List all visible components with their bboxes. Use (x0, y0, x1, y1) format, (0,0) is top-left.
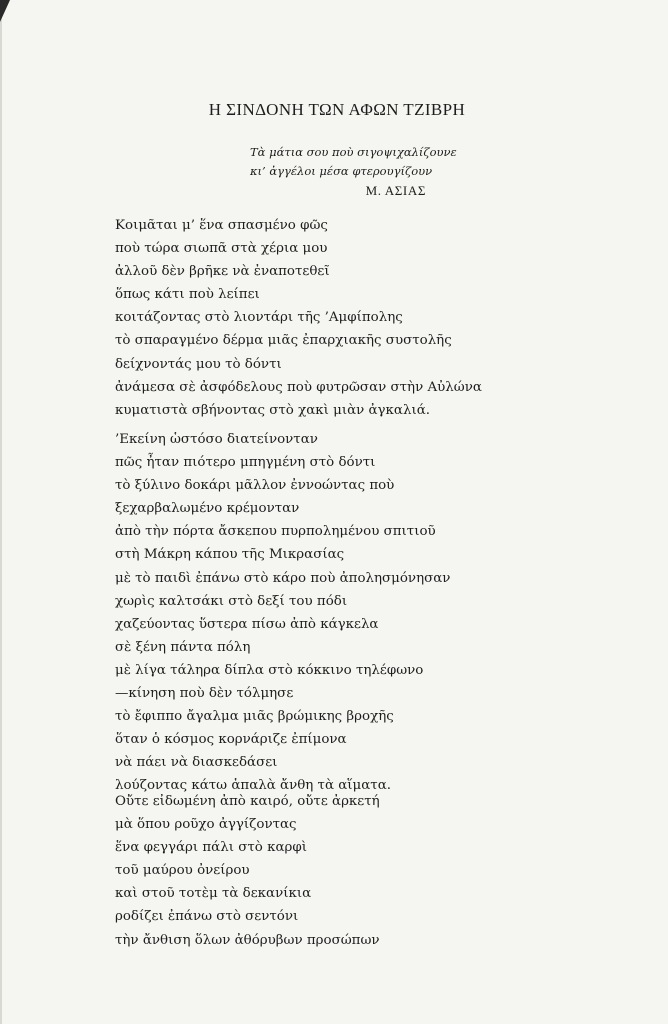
stanza-3 (115, 790, 380, 952)
verse-line: ὅπως κάτι ποὺ λείπει (115, 287, 260, 303)
verse-line: λούζοντας κάτω ἁπαλὰ ἄνθη τὰ αἵματα. (115, 778, 391, 794)
verse-line: ἀνάμεσα σὲ ἀσφόδελους ποὺ φυτρῶσαν στὴν Αὐλώνα (115, 379, 482, 395)
verse-line: τὴν ἄνθιση ὅλων ἀθόρυβων προσώπων (115, 932, 380, 948)
verse-line: ’Εκείνη ὡστόσο διατείνονταν (115, 432, 318, 447)
epigraph-author: Μ. ΑΣΙΑΣ (365, 183, 426, 198)
stanza-2 (115, 428, 450, 798)
epigraph (250, 143, 457, 181)
verse-line: χαζεύοντας ὕστερα πίσω ἀπὸ κάγκελα (115, 616, 379, 632)
epigraph-line: Τὰ μάτια σου ποὺ σιγοψιχαλίζουνε (250, 145, 457, 159)
verse-line: σὲ ξένη πάντα πόλη (115, 639, 251, 655)
verse-line: νὰ πάει νὰ διασκεδάσει (115, 755, 278, 771)
verse-line: μὲ λίγα τάληρα δίπλα στὸ κόκκινο τηλέφωνο (115, 662, 424, 678)
verse-line: τὸ ἔφιππο ἄγαλμα μιᾶς βρώμικης βροχῆς (115, 709, 394, 725)
verse-line: κυματιστὰ σβήνοντας στὸ χακὶ μιὰν ἀγκαλιά. (115, 402, 431, 418)
verse-line: ἀπὸ τὴν πόρτα ἄσκεπου πυρπολημένου σπιτιοῦ (115, 524, 436, 540)
verse-line: στὴ Μάκρη κάπου τῆς Μικρασίας (115, 547, 345, 563)
verse-line: Κοιμᾶται μ’ ἕνα σπασμένο φῶς (115, 218, 328, 233)
verse-line: ροδίζει ἐπάνω στὸ σεντόνι (115, 909, 299, 925)
verse-line: μὰ ὅπου ροῦχο ἀγγίζοντας (115, 817, 297, 833)
verse-line: ὅταν ὁ κόσμος κορνάριζε ἐπίμονα (115, 732, 347, 748)
epigraph-line: κι’ ἀγγέλοι μέσα φτερουγίζουν (250, 164, 433, 178)
verse-line: πῶς ἦταν πιότερο μπηγμένη στὸ δόντι (115, 455, 376, 471)
verse-line: —κίνηση ποὺ δὲν τόλμησε (115, 686, 294, 702)
verse-line: τὸ σπαραγμένο δέρμα μιᾶς ἐπαρχιακῆς συστολῆς (115, 333, 452, 349)
verse-line: Οὔτε εἰδωμένη ἀπὸ καιρό, οὔτε ἀρκετή (115, 794, 380, 809)
verse-line: δείχνοντάς μου τὸ δόντι (115, 356, 282, 372)
verse-line: τὸ ξύλινο δοκάρι μᾶλλον ἐννοώντας ποὺ (115, 478, 395, 494)
verse-line: χωρὶς καλτσάκι στὸ δεξί του πόδι (115, 593, 348, 609)
verse-line: μὲ τὸ παιδὶ ἐπάνω στὸ κάρο ποὺ ἀπολησμόνησαν (115, 570, 451, 586)
verse-line: ἀλλοῦ δὲν βρῆκε νὰ ἐναποτεθεῖ (115, 264, 330, 280)
poem-title: Η ΣΙΝΔΟΝΗ ΤΩΝ ΑΦΩΝ ΤΖΙΒΡΗ (208, 100, 466, 119)
verse-line: τοῦ μαύρου ὀνείρου (115, 863, 250, 879)
verse-line: ποὺ τώρα σιωπᾶ στὰ χέρια μου (115, 241, 328, 257)
verse-line: ἕνα φεγγάρι πάλι στὸ καρφὶ (115, 840, 307, 856)
stanza-1 (115, 214, 482, 422)
verse-line: καὶ στοῦ τοτὲμ τὰ δεκανίκια (115, 886, 312, 902)
verse-line: ξεχαρβαλωμένο κρέμονταν (115, 501, 300, 517)
verse-line: κοιτάζοντας στὸ λιοντάρι τῆς ’Αμφίπολης (115, 310, 403, 326)
page-corner-mark (0, 0, 10, 22)
